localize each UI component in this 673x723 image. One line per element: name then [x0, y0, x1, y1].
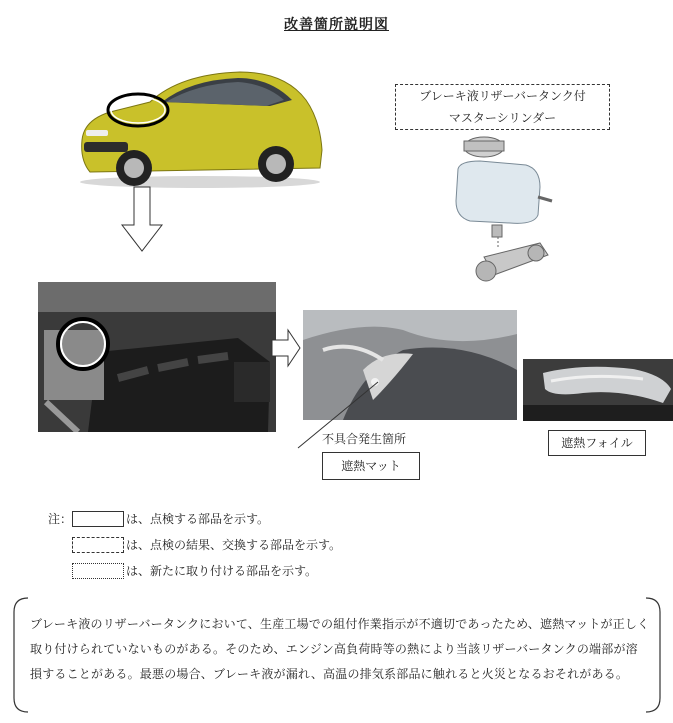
note-dotted-text: は、新たに取り付ける部品を示す。: [126, 564, 318, 578]
car-image: [70, 60, 330, 190]
note-solid-text: は、点検する部品を示す。: [126, 512, 270, 526]
solid-box-sample: [72, 511, 124, 527]
reservoir-image: [440, 125, 580, 305]
heat-mat-label: 遮熱マット: [322, 452, 420, 480]
reservoir-label-line2: マスターシリンダー: [448, 111, 557, 125]
description-box: [12, 596, 662, 714]
dashed-box-sample: [72, 537, 124, 553]
heat-foil-photo: [523, 359, 673, 421]
note-dotted: [48, 558, 341, 584]
note-prefix: 注：: [48, 512, 73, 526]
engine-bay-photo: [38, 282, 276, 432]
note-solid: [48, 506, 341, 532]
down-arrow-icon: [118, 185, 166, 255]
dotted-box-sample: [72, 563, 124, 579]
note-dashed-text: は、点検の結果、交換する部品を示す。: [126, 538, 342, 552]
page-title: 改善箇所説明図: [284, 17, 389, 33]
right-arrow-icon: [270, 328, 302, 368]
note-dashed: [48, 532, 341, 558]
description-text: ブレーキ液のリザーバータンクにおいて、生産工場での組付作業指示が不適切であったため、遮熱マットが正しく取り付けられていないものがある。そのため、エンジン高負荷時等の熱により当該リザーバータンクの端部が溶損することがある。最悪の場合、ブレーキ液が漏れ、高温の排気系部品に触れると火災となるおそれがある。: [30, 617, 650, 681]
defect-location-label: 不具合発生箇所: [322, 432, 407, 446]
notes-legend: [48, 506, 341, 584]
reservoir-label: [395, 84, 610, 130]
reservoir-label-line1: ブレーキ液リザーバータンク付: [419, 89, 586, 103]
heat-foil-label: 遮熱フォイル: [548, 430, 646, 456]
